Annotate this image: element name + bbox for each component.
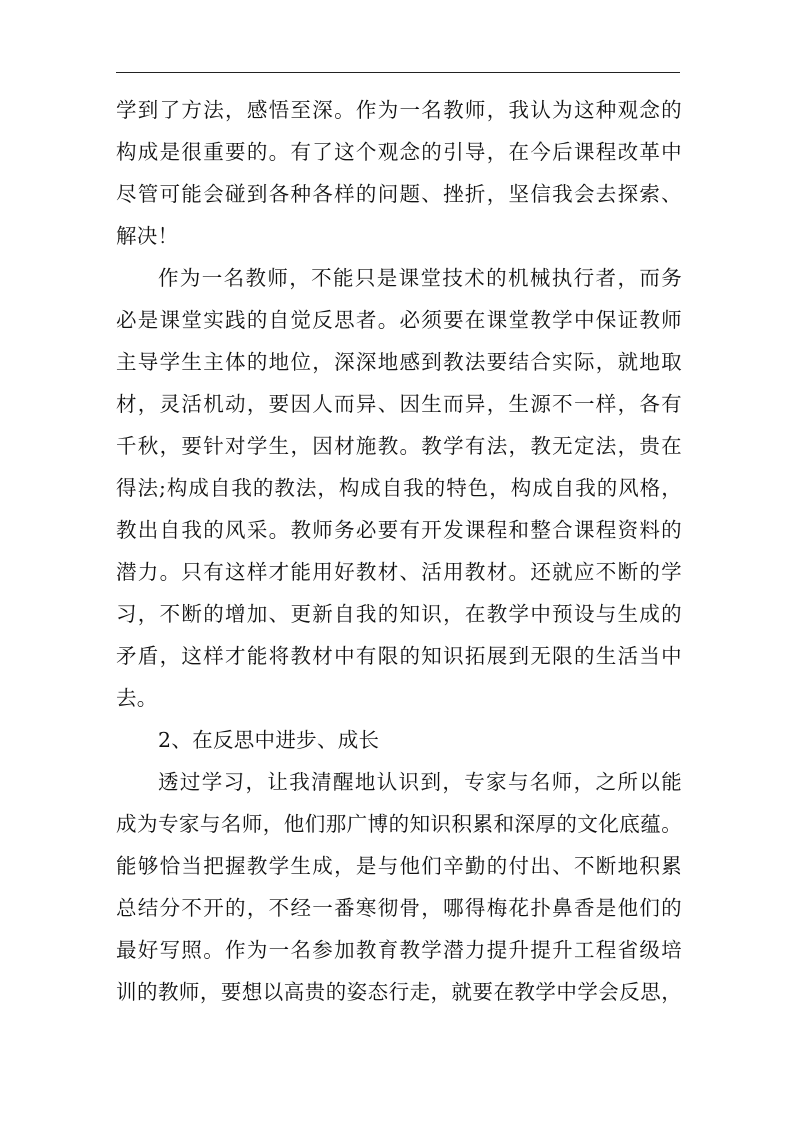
- text-line: 潜力。只有这样才能用好教材、活用教材。还就应不断的学: [116, 560, 682, 584]
- text-line: 千秋，要针对学生，因材施教。教学有法，教无定法，贵在: [116, 434, 682, 458]
- text-line: 去。: [116, 686, 158, 710]
- paragraph-first-line: 作为一名教师，不能只是课堂技术的机械执行者，而务: [158, 266, 682, 290]
- section-heading: 2、在反思中进步、成长: [158, 728, 380, 752]
- text-line: 得法;构成自我的教法，构成自我的特色，构成自我的风格，: [116, 476, 682, 500]
- text-line: 构成是很重要的。有了这个观念的引导，在今后课程改革中: [116, 140, 682, 164]
- text-line: 成为专家与名师，他们那广博的知识积累和深厚的文化底蕴。: [116, 812, 682, 836]
- text-line: 教出自我的风采。教师务必要有开发课程和整合课程资料的: [116, 518, 682, 542]
- text-line: 必是课堂实践的自觉反思者。必须要在课堂教学中保证教师: [116, 308, 682, 332]
- text-line: 解决！: [116, 224, 179, 248]
- text-line: 习，不断的增加、更新自我的知识，在教学中预设与生成的: [116, 602, 682, 626]
- header-rule: [116, 72, 680, 73]
- text-line: 总结分不开的，不经一番寒彻骨，哪得梅花扑鼻香是他们的: [116, 896, 682, 920]
- text-line: 学到了方法，感悟至深。作为一名教师，我认为这种观念的: [116, 98, 682, 122]
- text-line: 尽管可能会碰到各种各样的问题、挫折，坚信我会去探索、: [116, 182, 682, 206]
- text-line: 能够恰当把握教学生成，是与他们辛勤的付出、不断地积累: [116, 854, 682, 878]
- text-line: 矛盾，这样才能将教材中有限的知识拓展到无限的生活当中: [116, 644, 682, 668]
- text-line: 材，灵活机动，要因人而异、因生而异，生源不一样，各有: [116, 392, 682, 416]
- text-line: 最好写照。作为一名参加教育教学潜力提升提升工程省级培: [116, 938, 682, 962]
- text-line: 训的教师，要想以高贵的姿态行走，就要在教学中学会反思，: [116, 980, 682, 1004]
- text-line: 主导学生主体的地位，深深地感到教法要结合实际，就地取: [116, 350, 682, 374]
- paragraph-first-line: 透过学习，让我清醒地认识到，专家与名师，之所以能: [158, 770, 682, 794]
